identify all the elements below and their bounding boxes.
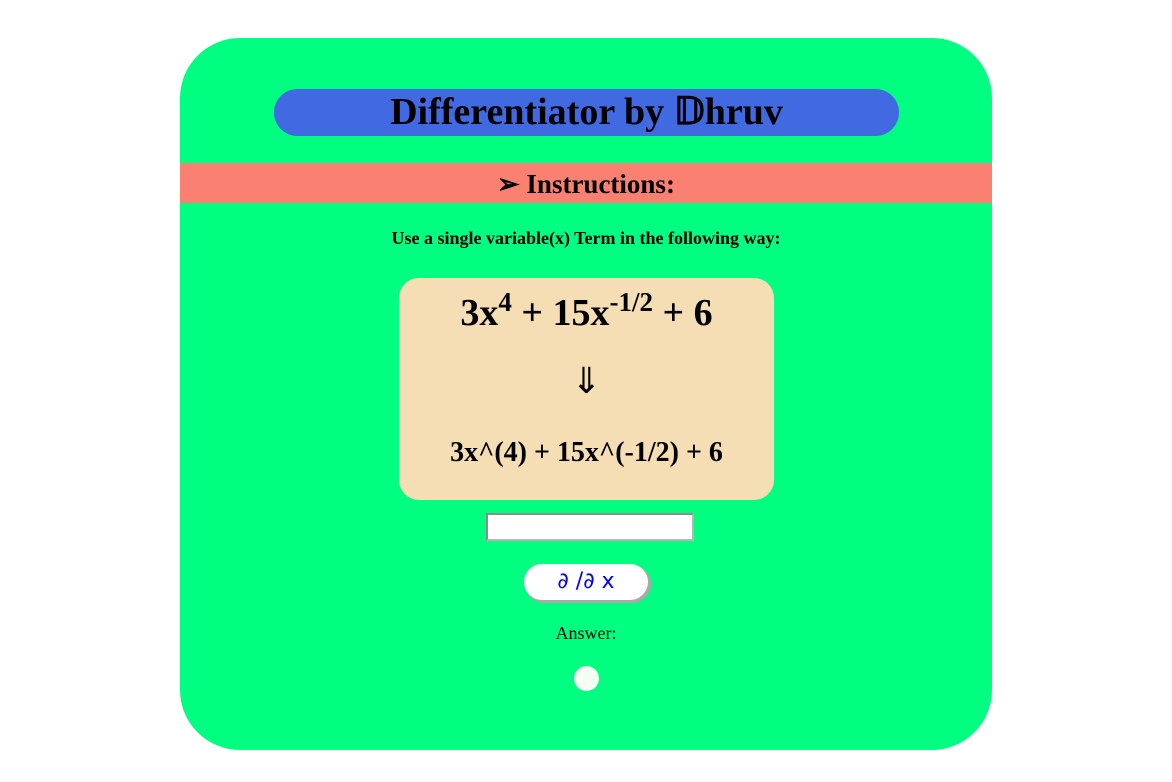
example-term2-exponent: -1/2: [609, 287, 653, 317]
main-card: [180, 38, 992, 750]
example-expression: [399, 288, 774, 338]
example-term2-base: + 15x: [511, 292, 610, 334]
term-input[interactable]: [486, 513, 694, 541]
instructions-heading: ➢ Instructions:: [180, 163, 992, 203]
example-term1-exponent: 4: [498, 287, 512, 317]
title-suffix: hruv: [704, 91, 783, 133]
example-plain-syntax: 3x^(4) + 15x^(-1/2) + 6: [450, 437, 723, 468]
example-term1-base: 3x: [460, 292, 499, 334]
down-arrow-icon: ⇓: [571, 361, 602, 402]
instructions-hint: Use a single variable(x) Term in the following way:: [391, 228, 781, 248]
page-title: [274, 89, 899, 136]
example-box: [399, 278, 774, 500]
differentiate-button[interactable]: ∂ /∂ x: [524, 564, 648, 600]
example-constant: + 6: [653, 292, 713, 334]
answer-output: [574, 666, 599, 691]
answer-label: Answer:: [555, 623, 617, 643]
title-d-letter: 𝔻: [673, 91, 705, 133]
title-prefix: Differentiator by: [390, 91, 674, 133]
